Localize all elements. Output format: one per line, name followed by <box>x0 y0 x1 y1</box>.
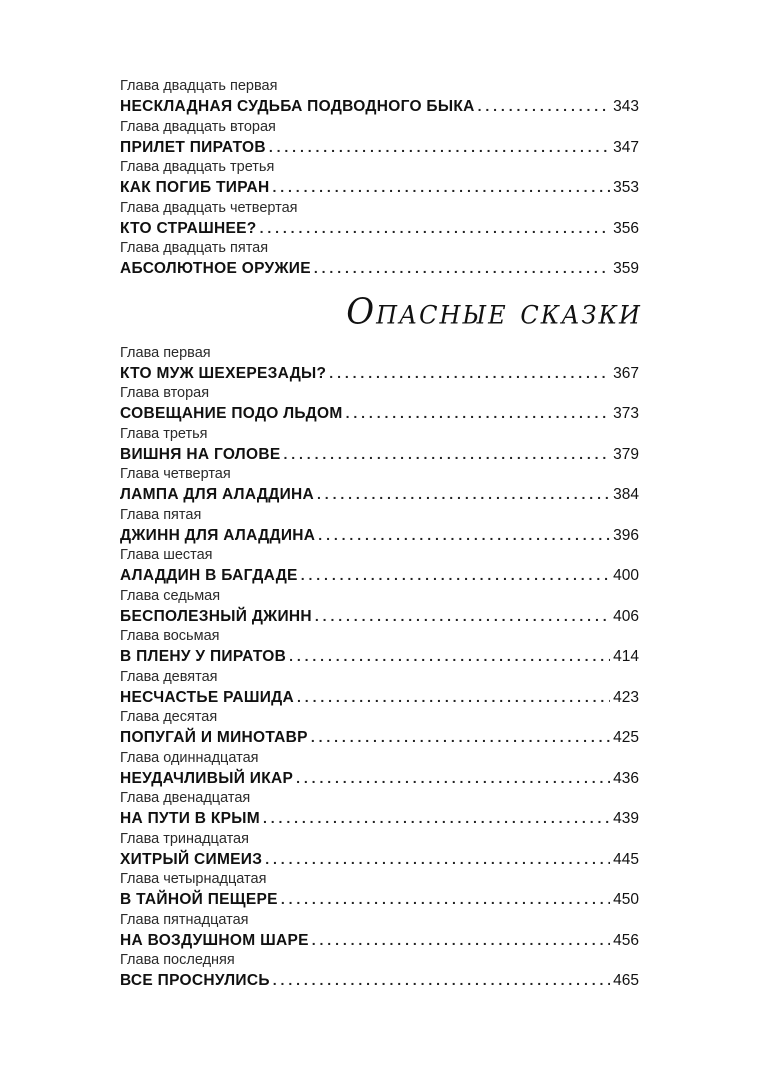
toc-entry <box>120 830 639 871</box>
chapter-title: ДЖИНН ДЛЯ АЛАДДИНА <box>120 526 316 544</box>
chapter-label: Глава двадцать пятая <box>120 240 269 256</box>
chapter-title-line <box>120 524 639 546</box>
chapter-label: Глава седьмая <box>120 587 221 604</box>
page-number: 400 <box>613 567 639 584</box>
page-number: 406 <box>613 607 639 625</box>
chapter-label: Глава тринадцатая <box>120 830 249 847</box>
chapter-label: Глава шестая <box>120 547 213 563</box>
chapter-label: Глава четырнадцатая <box>120 871 267 887</box>
toc-entry <box>120 789 639 830</box>
dot-leader <box>281 888 610 910</box>
chapter-title: НА ВОЗДУШНОМ ШАРЕ <box>120 931 309 949</box>
chapter-title-line <box>120 726 639 748</box>
chapter-title-line <box>120 95 639 117</box>
dot-leader <box>269 136 610 158</box>
toc-entry <box>120 668 639 709</box>
dot-leader <box>289 645 610 667</box>
page-number: 356 <box>613 219 639 237</box>
chapter-label: Глава двенадцатая <box>120 790 251 806</box>
toc-entry <box>120 506 639 547</box>
chapter-title-line <box>120 483 639 505</box>
chapter-title: КАК ПОГИБ ТИРАН <box>120 179 270 196</box>
dot-leader <box>260 217 611 239</box>
dot-leader <box>346 402 611 424</box>
page-number: 425 <box>613 729 639 746</box>
chapter-title-line <box>120 402 639 424</box>
dot-leader <box>273 969 610 991</box>
chapter-title: ПОПУГАЙ И МИНОТАВР <box>120 729 308 746</box>
chapter-title-line <box>120 807 639 829</box>
page-number: 439 <box>613 810 639 827</box>
chapter-title: НА ПУТИ В КРЫМ <box>120 810 260 827</box>
chapter-title: СОВЕЩАНИЕ ПОДО ЛЬДОМ <box>120 405 343 422</box>
chapter-label: Глава двадцать вторая <box>120 118 276 135</box>
chapter-title-line <box>120 848 639 870</box>
toc-entry <box>120 118 639 159</box>
page-number: 347 <box>613 138 639 156</box>
chapter-label: Глава пятая <box>120 506 202 523</box>
toc-entry <box>120 587 639 628</box>
toc-entry <box>120 911 639 952</box>
dot-leader <box>478 95 611 117</box>
chapter-title-line <box>120 888 639 910</box>
chapter-title: АБСОЛЮТНОЕ ОРУЖИЕ <box>120 260 311 277</box>
page-number: 379 <box>613 445 639 463</box>
toc-entry <box>120 239 639 280</box>
chapter-label: Глава вторая <box>120 385 210 401</box>
toc-entry <box>120 546 639 587</box>
chapter-label: Глава последняя <box>120 952 235 968</box>
chapter-title-line <box>120 969 639 991</box>
toc-entry <box>120 627 639 668</box>
page-number: 450 <box>613 891 639 908</box>
chapter-title: АЛАДДИН В БАГДАДЕ <box>120 567 298 584</box>
chapter-title: ХИТРЫЙ СИМЕИЗ <box>120 850 263 868</box>
chapter-title: НЕСКЛАДНАЯ СУДЬБА ПОДВОДНОГО БЫКА <box>120 98 475 115</box>
dot-leader <box>265 848 610 870</box>
toc-entry <box>120 951 639 992</box>
page-number: 456 <box>613 931 639 949</box>
toc-entry <box>120 749 639 790</box>
toc-entry <box>120 344 639 385</box>
chapter-title: НЕУДАЧЛИВЫЙ ИКАР <box>120 769 294 787</box>
toc-section-2 <box>120 344 639 992</box>
dot-leader <box>329 362 610 384</box>
toc-entry <box>120 708 639 749</box>
dot-leader <box>296 767 610 789</box>
chapter-title-line <box>120 217 639 239</box>
chapter-title-line <box>120 176 639 198</box>
chapter-label: Глава третья <box>120 425 208 442</box>
chapter-title-line <box>120 767 639 789</box>
chapter-title-line <box>120 443 639 465</box>
chapter-title: НЕСЧАСТЬЕ РАШИДА <box>120 688 295 706</box>
chapter-title: В ПЛЕНУ У ПИРАТОВ <box>120 648 287 665</box>
chapter-label: Глава первая <box>120 344 211 361</box>
chapter-title-line <box>120 136 639 158</box>
chapter-title-line <box>120 257 639 279</box>
toc-entry <box>120 199 639 240</box>
chapter-label: Глава восьмая <box>120 628 220 644</box>
chapter-title-line <box>120 929 639 951</box>
page-number: 445 <box>613 850 639 868</box>
chapter-title-line <box>120 645 639 667</box>
dot-leader <box>301 564 610 586</box>
chapter-title-line <box>120 686 639 708</box>
page-number: 367 <box>613 364 639 382</box>
page-number: 373 <box>613 405 639 422</box>
dot-leader <box>263 807 610 829</box>
toc-entry <box>120 158 639 199</box>
dot-leader <box>312 929 610 951</box>
page-number: 465 <box>613 972 639 989</box>
dot-leader <box>315 605 610 627</box>
page-number: 414 <box>613 648 639 665</box>
toc-entry <box>120 465 639 506</box>
chapter-title: ВСЕ ПРОСНУЛИСЬ <box>120 972 270 989</box>
dot-leader <box>297 686 610 708</box>
toc-entry <box>120 870 639 911</box>
chapter-label: Глава двадцать четвертая <box>120 199 298 216</box>
chapter-title: ЛАМПА ДЛЯ АЛАДДИНА <box>120 486 315 503</box>
page-number: 384 <box>613 486 639 503</box>
chapter-title-line <box>120 362 639 384</box>
page-number: 436 <box>613 769 639 787</box>
section-heading <box>120 280 642 344</box>
page-number: 343 <box>613 98 639 115</box>
chapter-label: Глава двадцать первая <box>120 78 278 94</box>
dot-leader <box>317 483 610 505</box>
page-number: 359 <box>613 260 639 277</box>
chapter-label: Глава десятая <box>120 709 218 725</box>
page-number: 423 <box>613 688 639 706</box>
dot-leader <box>318 524 610 546</box>
section-title: Опасные сказки <box>346 290 642 333</box>
chapter-title: В ТАЙНОЙ ПЕЩЕРЕ <box>120 891 278 908</box>
chapter-title: КТО СТРАШНЕЕ? <box>120 219 257 237</box>
toc-entry <box>120 425 639 466</box>
chapter-title: БЕСПОЛЕЗНЫЙ ДЖИНН <box>120 607 312 625</box>
dot-leader <box>283 443 610 465</box>
chapter-title-line <box>120 605 639 627</box>
dot-leader <box>314 257 610 279</box>
chapter-title: ПРИЛЕТ ПИРАТОВ <box>120 138 266 156</box>
page-number: 353 <box>613 179 639 196</box>
chapter-title: КТО МУЖ ШЕХЕРЕЗАДЫ? <box>120 364 327 382</box>
chapter-label: Глава девятая <box>120 668 218 685</box>
chapter-label: Глава пятнадцатая <box>120 911 249 928</box>
chapter-title-line <box>120 564 639 586</box>
chapter-label: Глава четвертая <box>120 466 231 482</box>
chapter-label: Глава одиннадцатая <box>120 749 259 766</box>
page-number: 396 <box>613 526 639 544</box>
dot-leader <box>272 176 610 198</box>
toc-section-1 <box>120 77 639 280</box>
dot-leader <box>311 726 610 748</box>
chapter-label: Глава двадцать третья <box>120 159 275 175</box>
chapter-title: ВИШНЯ НА ГОЛОВЕ <box>120 445 281 463</box>
toc-entry <box>120 384 639 425</box>
toc-entry <box>120 77 639 118</box>
